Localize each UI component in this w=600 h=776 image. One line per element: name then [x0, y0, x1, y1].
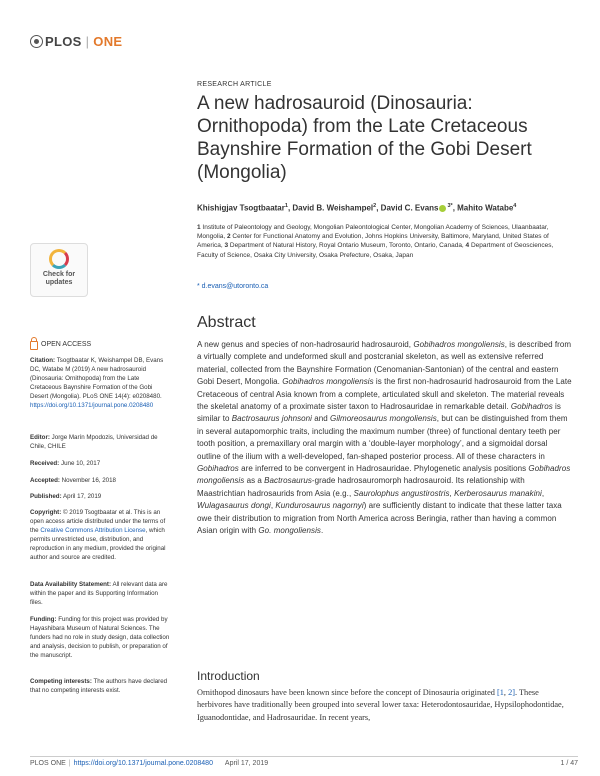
plos-one-logo[interactable] — [30, 34, 122, 49]
data-availability-label: Data Availability Statement: — [30, 581, 112, 588]
affiliation-text: Department of Geosciences, Faculty of Science, Osaka City University, Osaka Prefecture, Osaka, Japan — [197, 242, 554, 259]
orcid-icon[interactable] — [439, 205, 446, 212]
funding-text: Funding for this project was provided by Hayashibara Museum of Natural Sciences. The funders had no role in study design, data collection and analysis, decision to publish, or preparation of the manuscript. — [30, 616, 170, 659]
funding-label: Funding: — [30, 616, 57, 623]
corresponding-email[interactable] — [197, 283, 268, 290]
abstract-heading: Abstract — [197, 314, 256, 331]
logo-plos: PLOS — [45, 34, 82, 49]
affiliation-text: Center for Functional Anatomy and Evolution, Johns Hopkins University, Baltimore, Maryland, United States of America, — [197, 233, 549, 250]
open-access-lock-icon — [30, 341, 38, 350]
competing-interests-block — [30, 677, 170, 695]
taxon-name: Bactrosaurus johnsoni — [231, 414, 312, 424]
open-access — [30, 340, 91, 349]
plos-bulb-icon — [30, 35, 43, 48]
taxon-name: Gobihadros mongoliensis — [413, 340, 505, 349]
section-label: RESEARCH ARTICLE — [197, 81, 272, 88]
data-availability-text: All relevant data are within the paper and its Supporting Information files. — [30, 581, 168, 606]
data-availability-block — [30, 580, 170, 607]
reference-link[interactable]: [1 — [496, 688, 504, 697]
received-block — [30, 459, 170, 468]
logo-one: ONE — [93, 34, 123, 49]
check-for-updates-badge[interactable] — [30, 243, 88, 297]
taxon-name: Go. mongoliensis — [258, 526, 321, 536]
citation-doi-link[interactable]: https://doi.org/10.1371/journal.pone.0208480 — [30, 402, 154, 409]
footer-date: April 17, 2019 — [224, 760, 269, 767]
affiliation-number: 1 — [197, 224, 203, 231]
taxon-name: Kundurosaurus nagornyi — [275, 501, 364, 511]
copyright-pre: © 2019 Tsogtbaatar et al. This is an open access article distributed under the terms of the — [30, 509, 166, 534]
taxon-name: Gobihadros — [510, 402, 553, 412]
author-list: Khishigjav Tsogtbaatar$^1$, David B. Weishampel$^2$, David C. Evans $^{3*}$, Mahito Watabe$^4$ — [197, 203, 517, 213]
citation-block — [30, 356, 170, 410]
taxon-name: Gobihadros mongoliensis — [282, 377, 374, 387]
taxon-name: Gilmoreosaurus mongoliensis — [330, 414, 437, 424]
footer-divider — [30, 756, 578, 757]
affiliation-number: 3 — [224, 242, 230, 250]
affiliation-number: 4 — [465, 242, 471, 250]
funding-block — [30, 615, 170, 660]
taxon-name: Kerberosaurus manakini — [454, 488, 542, 498]
logo-separator: | — [85, 34, 90, 49]
check-updates-line1: Check for — [42, 271, 76, 278]
taxon-name: Saurolophus angustirostris — [353, 488, 450, 498]
author-name[interactable]: Mahito Watabe — [457, 203, 514, 213]
footer-pipe-1: | — [68, 760, 71, 767]
introduction-heading: Introduction — [197, 669, 260, 683]
accepted-label: Accepted: — [30, 477, 60, 484]
author-affiliation-marker: 3* — [447, 203, 453, 209]
editor-label: Editor: — [30, 434, 50, 441]
footer-doi-link[interactable]: https://doi.org/10.1371/journal.pone.0208480 — [73, 760, 213, 767]
check-updates-line2: updates — [45, 279, 73, 286]
affiliation-text: Department of Natural History, Royal Ontario Museum, Toronto, Ontario, Canada, — [229, 242, 466, 250]
citation-text: Tsogtbaatar K, Weishampel DB, Evans DC, Watabe M (2019) A new hadrosauroid (Dinosauria: Ornithopoda) from the Late Cretaceous Baynshire Formation of the Gobi Desert (Mongolia). PLoS ONE 14(4): e0208480. — [30, 357, 164, 400]
copyright-block — [30, 508, 170, 562]
introduction-text: Ornithopod dinosaurs have been known since before the concept of Dinosauria originated [1, 2]. These herbivores have traditionally been grouped into several lower taxa: Heterodontosauridae, Hypsilophodontidae, Iguanodontidae, and Hadrosauridae. In recent years, — [197, 688, 564, 722]
article-title: A new hadrosauroid (Dinosauria: Ornithopoda) from the Late Cretaceous Baynshire Formation of the Gobi Desert (Mongolia) — [197, 93, 532, 183]
open-access-label: OPEN ACCESS — [41, 341, 92, 348]
accepted-date: November 16, 2018 — [61, 477, 117, 484]
published-date: April 17, 2019 — [63, 493, 102, 500]
taxon-name: Gobihadros — [197, 464, 239, 474]
author-name[interactable]: David C. Evans — [380, 203, 439, 213]
received-date: June 10, 2017 — [60, 460, 101, 467]
editor-block — [30, 433, 170, 451]
affiliations — [197, 223, 559, 260]
taxon-name: Bactrosaurus — [264, 476, 312, 486]
editor-text: Jorge Marín Mpodozis, Universidad de Chile, CHILE — [30, 434, 158, 450]
author-name[interactable]: Khishigjav Tsogtbaatar — [197, 203, 285, 213]
taxon-name: Wulagasaurus dongi — [197, 501, 271, 511]
copyright-post: , which permits unrestricted use, distribution, and reproduction in any medium, provided the original author and source are credited. — [30, 527, 166, 561]
affiliation-text: Institute of Paleontology and Geology, Mongolian Paleontological Center, Mongolian Academy of Sciences, Ulaanbaatar, Mongolia, — [197, 224, 549, 241]
affiliation-number: 2 — [227, 233, 233, 241]
copyright-label: Copyright: — [30, 509, 62, 516]
cc-license-link[interactable]: Creative Commons Attribution License — [40, 527, 146, 534]
competing-interests-label: Competing interests: — [30, 678, 92, 685]
page-number: 1 / 47 — [560, 760, 578, 767]
footer-journal: PLOS ONE — [30, 760, 66, 767]
author-affiliation-marker: 2 — [373, 203, 377, 209]
abstract-text: A new genus and species of non-hadrosaurid hadrosauroid, Gobihadros mongoliensis, is described from a virtually complete and undeformed skull and postcranial skeleton, as well as extensive referred material, collected from the Baynshire Formation (Cenomanian-Santonian) of the central and eastern Gobi Desert, Mongolia. Gobihadros mongoliensis is the first non-hadrosaurid hadrosauroid from the Late Cretaceous of central Asia known from a complete, articulated skull and skeleton. The material reveals the skeletal anatomy of a proximate sister taxon to Hadrosauridae in remarkable detail. Gobihadros is similar to Bactrosaurus johnsoni and Gilmoreosaurus mongoliensis, but can be distinguished from them in several autapomorphic traits, including the maximum number (three) of functional dentary teeth per tooth position, a premaxillary oral margin with a ‘double-layer morphology’, and a sigmoidal dorsal outline of the ilium with a well-developed, fan-shaped posterior process. All of these characters in Gobihadros are inferred to be convergent in Hadrosauridae. Phylogenetic analysis positions Gobihadros mongoliensis as a Bactrosaurus-grade hadrosauromorph hadrosauroid. Its relationship with Maastrichtian hadrosaurids from Asia (e.g., Saurolophus angustirostris, Kerberosaurus manakini, Wulagasaurus dongi, Kundurosaurus nagornyi) are sufficiently distant to indicate that these latter taxa owe their distribution to migration from North America across Beringia, rather than having a common Asian origin with Go. mongoliensis. — [197, 340, 572, 536]
email-link[interactable]: * d.evans@utoronto.ca — [197, 283, 269, 290]
published-label: Published: — [30, 493, 62, 500]
accepted-block — [30, 476, 170, 485]
citation-label: Citation: — [30, 357, 56, 364]
taxon-name: Gobihadros mongoliensis — [197, 464, 571, 486]
competing-interests-text: The authors have declared that no competing interests exist. — [30, 678, 168, 694]
author-affiliation-marker: 1 — [284, 203, 288, 209]
published-block — [30, 492, 170, 501]
crossmark-icon — [49, 249, 69, 269]
received-label: Received: — [30, 460, 60, 467]
footer — [30, 760, 268, 767]
author-name[interactable]: David B. Weishampel — [292, 203, 374, 213]
reference-link[interactable]: 2] — [508, 688, 515, 697]
author-affiliation-marker: 4 — [513, 203, 517, 209]
